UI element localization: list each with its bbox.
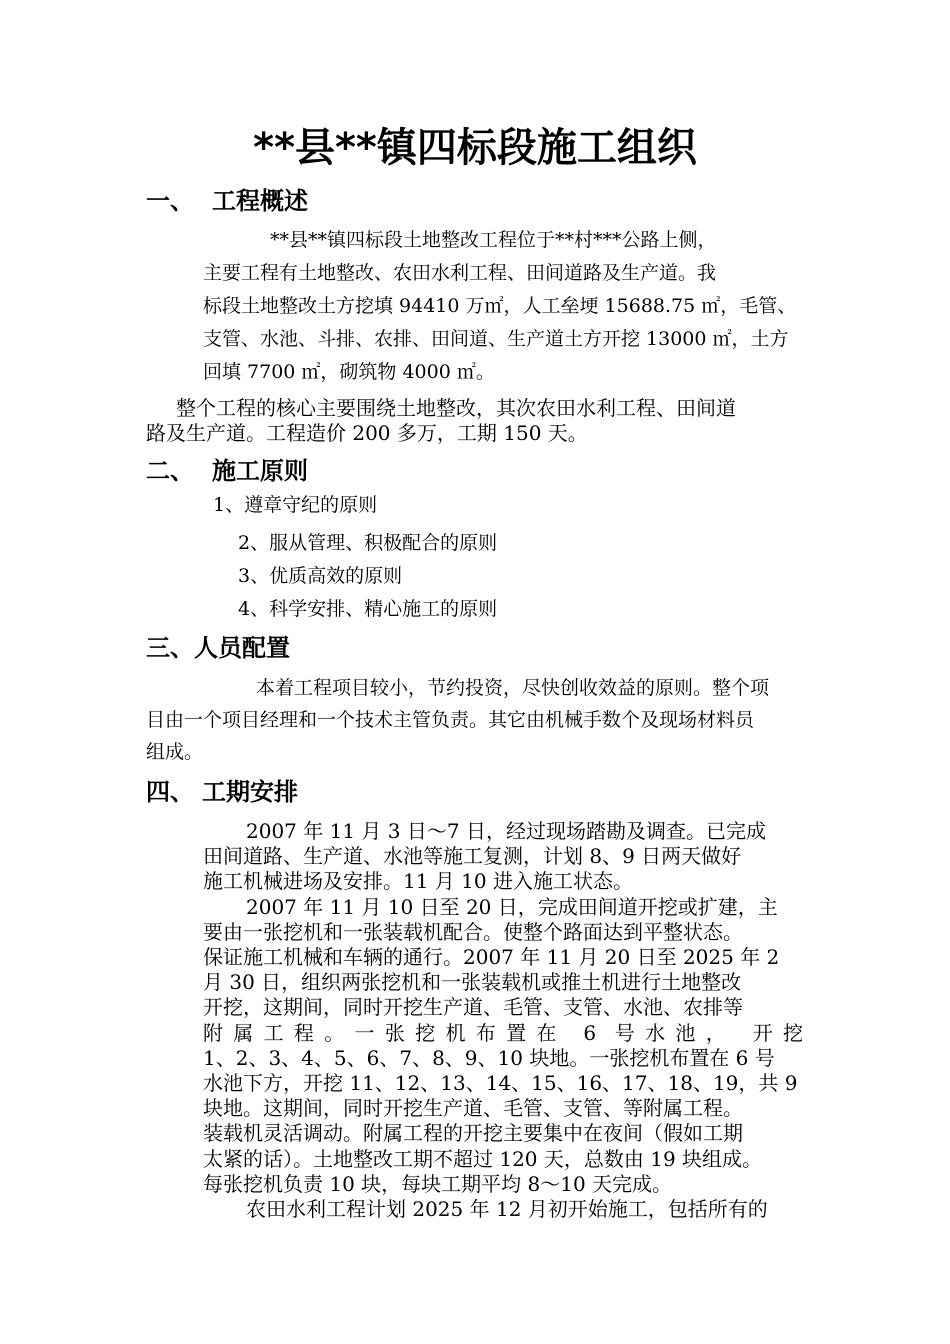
schedule-line: 装载机灵活调动。附属工程的开挖主要集中在夜间（假如工期	[203, 1121, 743, 1146]
overview-line-5: 回填 7700 ㎡，砌筑物 4000 ㎡。	[203, 361, 495, 383]
schedule-body	[203, 819, 805, 1222]
schedule-line: 水池下方，开挖 11、12、13、14、15、16、17、18、19，共 9	[203, 1071, 798, 1096]
schedule-line: 要由一张挖机和一张装载机配合。使整个路面达到平整状态。	[203, 919, 743, 944]
section-heading-staffing	[146, 632, 290, 664]
schedule-line: 附属工程。一张挖机布置在 6 号水池， 开挖	[203, 1020, 805, 1045]
section-heading-schedule	[146, 776, 298, 808]
principle-item: 4、科学安排、精心施工的原则	[238, 598, 498, 620]
staffing-line-2: 目由一个项目经理和一个技术主管负责。其它由机械手数个及现场材料员	[146, 709, 755, 731]
overview-line-2: 主要工程有土地整改、农田水利工程、田间道路及生产道。我	[203, 262, 717, 284]
schedule-line: 田间道路、生产道、水池等施工复测，计划 8、9 日两天做好	[203, 844, 742, 869]
overview-summary-1: 整个工程的核心主要围绕土地整改，其次农田水利工程、田间道	[176, 396, 736, 420]
section-title: 工期安排	[202, 778, 298, 806]
schedule-line: 2007 年 11 月 10 日至 20 日，完成田间道开挖或扩建，主	[246, 894, 778, 919]
schedule-line: 每张挖机负责 10 块，每块工期平均 8～10 天完成。	[203, 1171, 673, 1196]
schedule-line: 农田水利工程计划 2025 年 12 月初开始施工，包括所有的	[246, 1197, 768, 1222]
section-title: 工程概述	[212, 187, 308, 215]
principle-item: 1、遵章守纪的原则	[213, 494, 378, 516]
principle-item: 2、服从管理、积极配合的原则	[238, 532, 498, 554]
schedule-line: 保证施工机械和车辆的通行。2007 年 11 月 20 日至 2025 年 2	[203, 945, 780, 970]
section-heading-overview	[146, 185, 308, 217]
schedule-line: 施工机械进场及安排。11 月 10 进入施工状态。	[203, 869, 633, 894]
schedule-line: 2007 年 11 月 3 日～7 日，经过现场踏勘及调查。已完成	[246, 819, 766, 843]
section-title: 人员配置	[194, 634, 290, 662]
staffing-line-3: 组成。	[146, 741, 204, 763]
schedule-line: 太紧的话）。土地整改工期不超过 120 天，总数由 19 块组成。	[203, 1146, 763, 1171]
schedule-line: 块地。这期间，同时开挖生产道、毛管、支管、等附属工程。	[203, 1096, 743, 1121]
schedule-line: 月 30 日，组织两张挖机和一张装载机或推土机进行土地整改	[203, 970, 742, 995]
section-number: 三、	[146, 634, 194, 662]
overview-summary-2: 路及生产道。工程造价 200 多万，工期 150 天。	[146, 421, 588, 445]
schedule-line: 开挖，这期间，同时开挖生产道、毛管、支管、水池、农排等	[203, 995, 743, 1020]
section-title: 施工原则	[212, 457, 308, 485]
section-number: 一、	[146, 187, 194, 215]
overview-line-3: 标段土地整改土方挖填 94410 万㎡，人工垒埂 15688.75 ㎡，毛管、	[203, 295, 797, 317]
overview-line-4: 支管、水池、斗排、农排、田间道、生产道土方开挖 13000 ㎡，土方	[203, 328, 789, 350]
section-number: 二、	[146, 457, 194, 485]
overview-line-1: **县**镇四标段土地整改工程位于**村***公路上侧，	[270, 229, 717, 251]
schedule-line: 1、2、3、4、5、6、7、8、9、10 块地。一张挖机布置在 6 号	[203, 1045, 775, 1070]
section-heading-principles	[146, 455, 308, 487]
staffing-line-1: 本着工程项目较小，节约投资，尽快创收效益的原则。整个项	[256, 677, 770, 699]
section-number: 四、	[146, 778, 194, 806]
document-title: **县**镇四标段施工组织	[253, 125, 697, 171]
principle-item: 3、优质高效的原则	[238, 565, 403, 587]
